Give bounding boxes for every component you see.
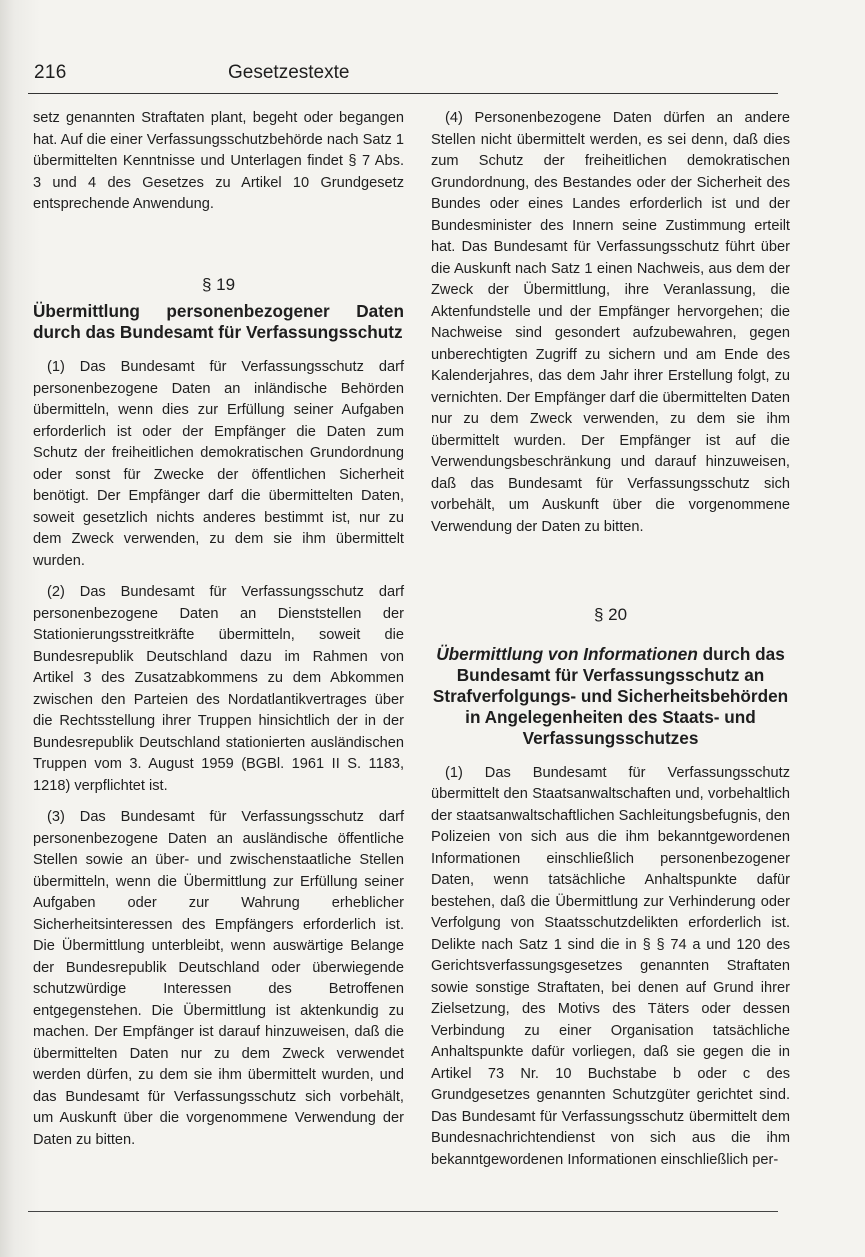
section-heading-20: [431, 644, 790, 749]
right-column: [431, 108, 790, 1171]
section-number-19: § 19: [201, 274, 236, 294]
page-header: [22, 62, 802, 88]
paragraph-19-4: (4) Personenbezogene Daten dürfen an andere Stellen nicht übermittelt werden, es sei denn, daß dies zum Schutz der freiheitlichen demokratischen Grundordnung, des Bestandes oder der Sicherheit des Bundes oder eines Landes erforderlich ist und der Bundesminister des Innern seine Zustimmung erteilt hat. Das Bundesamt für Verfassungsschutz führt über die Auskunft nach Satz 1 einen Nachweis, aus dem der Zweck der Übermittlung, ihre Veranlassung, die Aktenfundstelle und der Empfänger hervorgehen; die Nachweise sind gesondert aufzubewahren, gegen unberechtigten Zugriff zu sichern und am Ende des Kalenderjahres, das dem Jahr ihrer Erstellung folgt, zu vernichten. Der Empfänger darf die übermittelten Daten nur zu dem Zweck verwenden, zu dem sie ihm übermittelt wurden. Der Empfänger ist auf die Verwendungsbeschränkung und darauf hinzuweisen, daß das Bundesamt für Verfassungsschutz sich vorbehält, um Auskunft über die vorgenommene Verwendung der Daten zu bitten.: [431, 110, 790, 535]
left-column: [33, 108, 404, 1151]
footer-rule: [28, 1211, 778, 1212]
section-number-20: § 20: [593, 605, 628, 624]
section-heading-20-line-1: Übermittlung von Informationen: [436, 643, 698, 664]
paragraph-19-1: (1) Das Bundesamt für Verfassungsschutz darf personenbezogene Daten an inländische Behörden übermitteln, wenn dies zur Erfüllung seiner Aufgaben erforderlich ist oder der Empfänger die Daten zum Schutz der freiheitlichen demokratischen Grundordnung oder sonst für Zwecke der öffentlichen Sicherheit benötigt. Der Empfänger darf die übermittelten Daten, soweit gesetzlich nichts anderes bestimmt ist, nur zu dem Zweck verwenden, zu dem sie ihm übermittelt wurden.: [33, 359, 404, 569]
paragraph-19-3: (3) Das Bundesamt für Verfassungsschutz darf personenbezogene Daten an ausländische öffentliche Stellen sowie an über- und zwischenstaatliche Stellen übermitteln, wenn die Übermittlung zur Erfüllung seiner Aufgaben oder zur Wahrung erheblicher Sicherheitsinteressen des Empfängers erforderlich ist. Die Übermittlung unterbleibt, wenn auswärtige Belange der Bundesrepublik Deutschland oder überwiegende schutzwürdige Interessen des Betroffenen entgegenstehen. Die Übermittlung ist aktenkundig zu machen. Der Empfänger ist darauf hinzuweisen, daß die übermittelten Daten nur zu dem Zweck verwendet werden dürfen, zu dem sie ihm übermittelt wurden, und das Bundesamt für Verfassungsschutz sich vorbehält, um Auskunft über die vorgenommene Verwendung der Daten zu bitten.: [33, 809, 404, 1148]
section-heading-19: Übermittlung personenbezogener Daten durch das Bundesamt für Verfassungsschutz: [33, 301, 404, 342]
running-title: Gesetzestexte: [228, 62, 350, 83]
paragraph-19-2: (2) Das Bundesamt für Verfassungsschutz darf personenbezogene Daten an Dienststellen der Stationierungsstreitkräfte übermitteln, soweit die Bundesrepublik Deutschland dazu im Rahmen von Artikel 3 des Zusatzabkommens zu dem Abkommen zwischen den Parteien des Nordatlantikvertrages über die Rechtsstellung ihrer Truppen hinsichtlich der in der Bundesrepublik Deutschland stationierten ausländischen Truppen vom 3. August 1959 (BGBl. 1961 II S. 1183, 1218) verpflichtet ist.: [33, 584, 404, 794]
intro-paragraph: setz genannten Straftaten plant, begeht oder begangen hat. Auf die einer Verfassungsschutzbehörde nach Satz 1 übermittelten Kenntnisse und Unterlagen findet § 7 Abs. 3 und 4 des Gesetzes zu Artikel 10 Grundgesetz entsprechende Anwendung.: [33, 110, 404, 212]
paragraph-20-1: (1) Das Bundesamt für Verfassungsschutz übermittelt den Staatsanwaltschaften und, vorbehaltlich der staatsanwaltschaftlichen Sachleitungsbefugnis, den Polizeien von sich aus die ihm bekanntgewordenen Informationen einschließlich personenbezogener Daten, wenn tatsächliche Anhaltspunkte dafür bestehen, daß die Übermittlung zur Verhinderung oder Verfolgung von Staatsschutzdelikten erforderlich ist. Delikte nach Satz 1 sind die in § § 74 a und 120 des Gerichtsverfassungsgesetzes genannten Straftaten sowie sonstige Straftaten, bei denen auf Grund ihrer Zielsetzung, des Motivs des Täters oder dessen Verbindung zu einer Organisation tatsächliche Anhaltspunkte dafür vorliegen, daß sie gegen die in Artikel 73 Nr. 10 Buchstabe b oder c des Grundgesetzes genannten Schutzgüter gerichtet sind. Das Bundesamt für Verfassungsschutz übermittelt dem Bundesnachrichtendienst von sich aus die ihm bekanntgewordenen Informationen einschließlich per-: [431, 764, 790, 1168]
header-rule: [28, 93, 778, 94]
page-number: 216: [34, 62, 67, 83]
section-heading-20-rest: durch das Bundesamt für Verfassungsschutz an Strafverfolgungs- und Sicherheitsbehörden in Angelegenheiten des Staats- und Verfassungsschutzes: [432, 643, 789, 748]
